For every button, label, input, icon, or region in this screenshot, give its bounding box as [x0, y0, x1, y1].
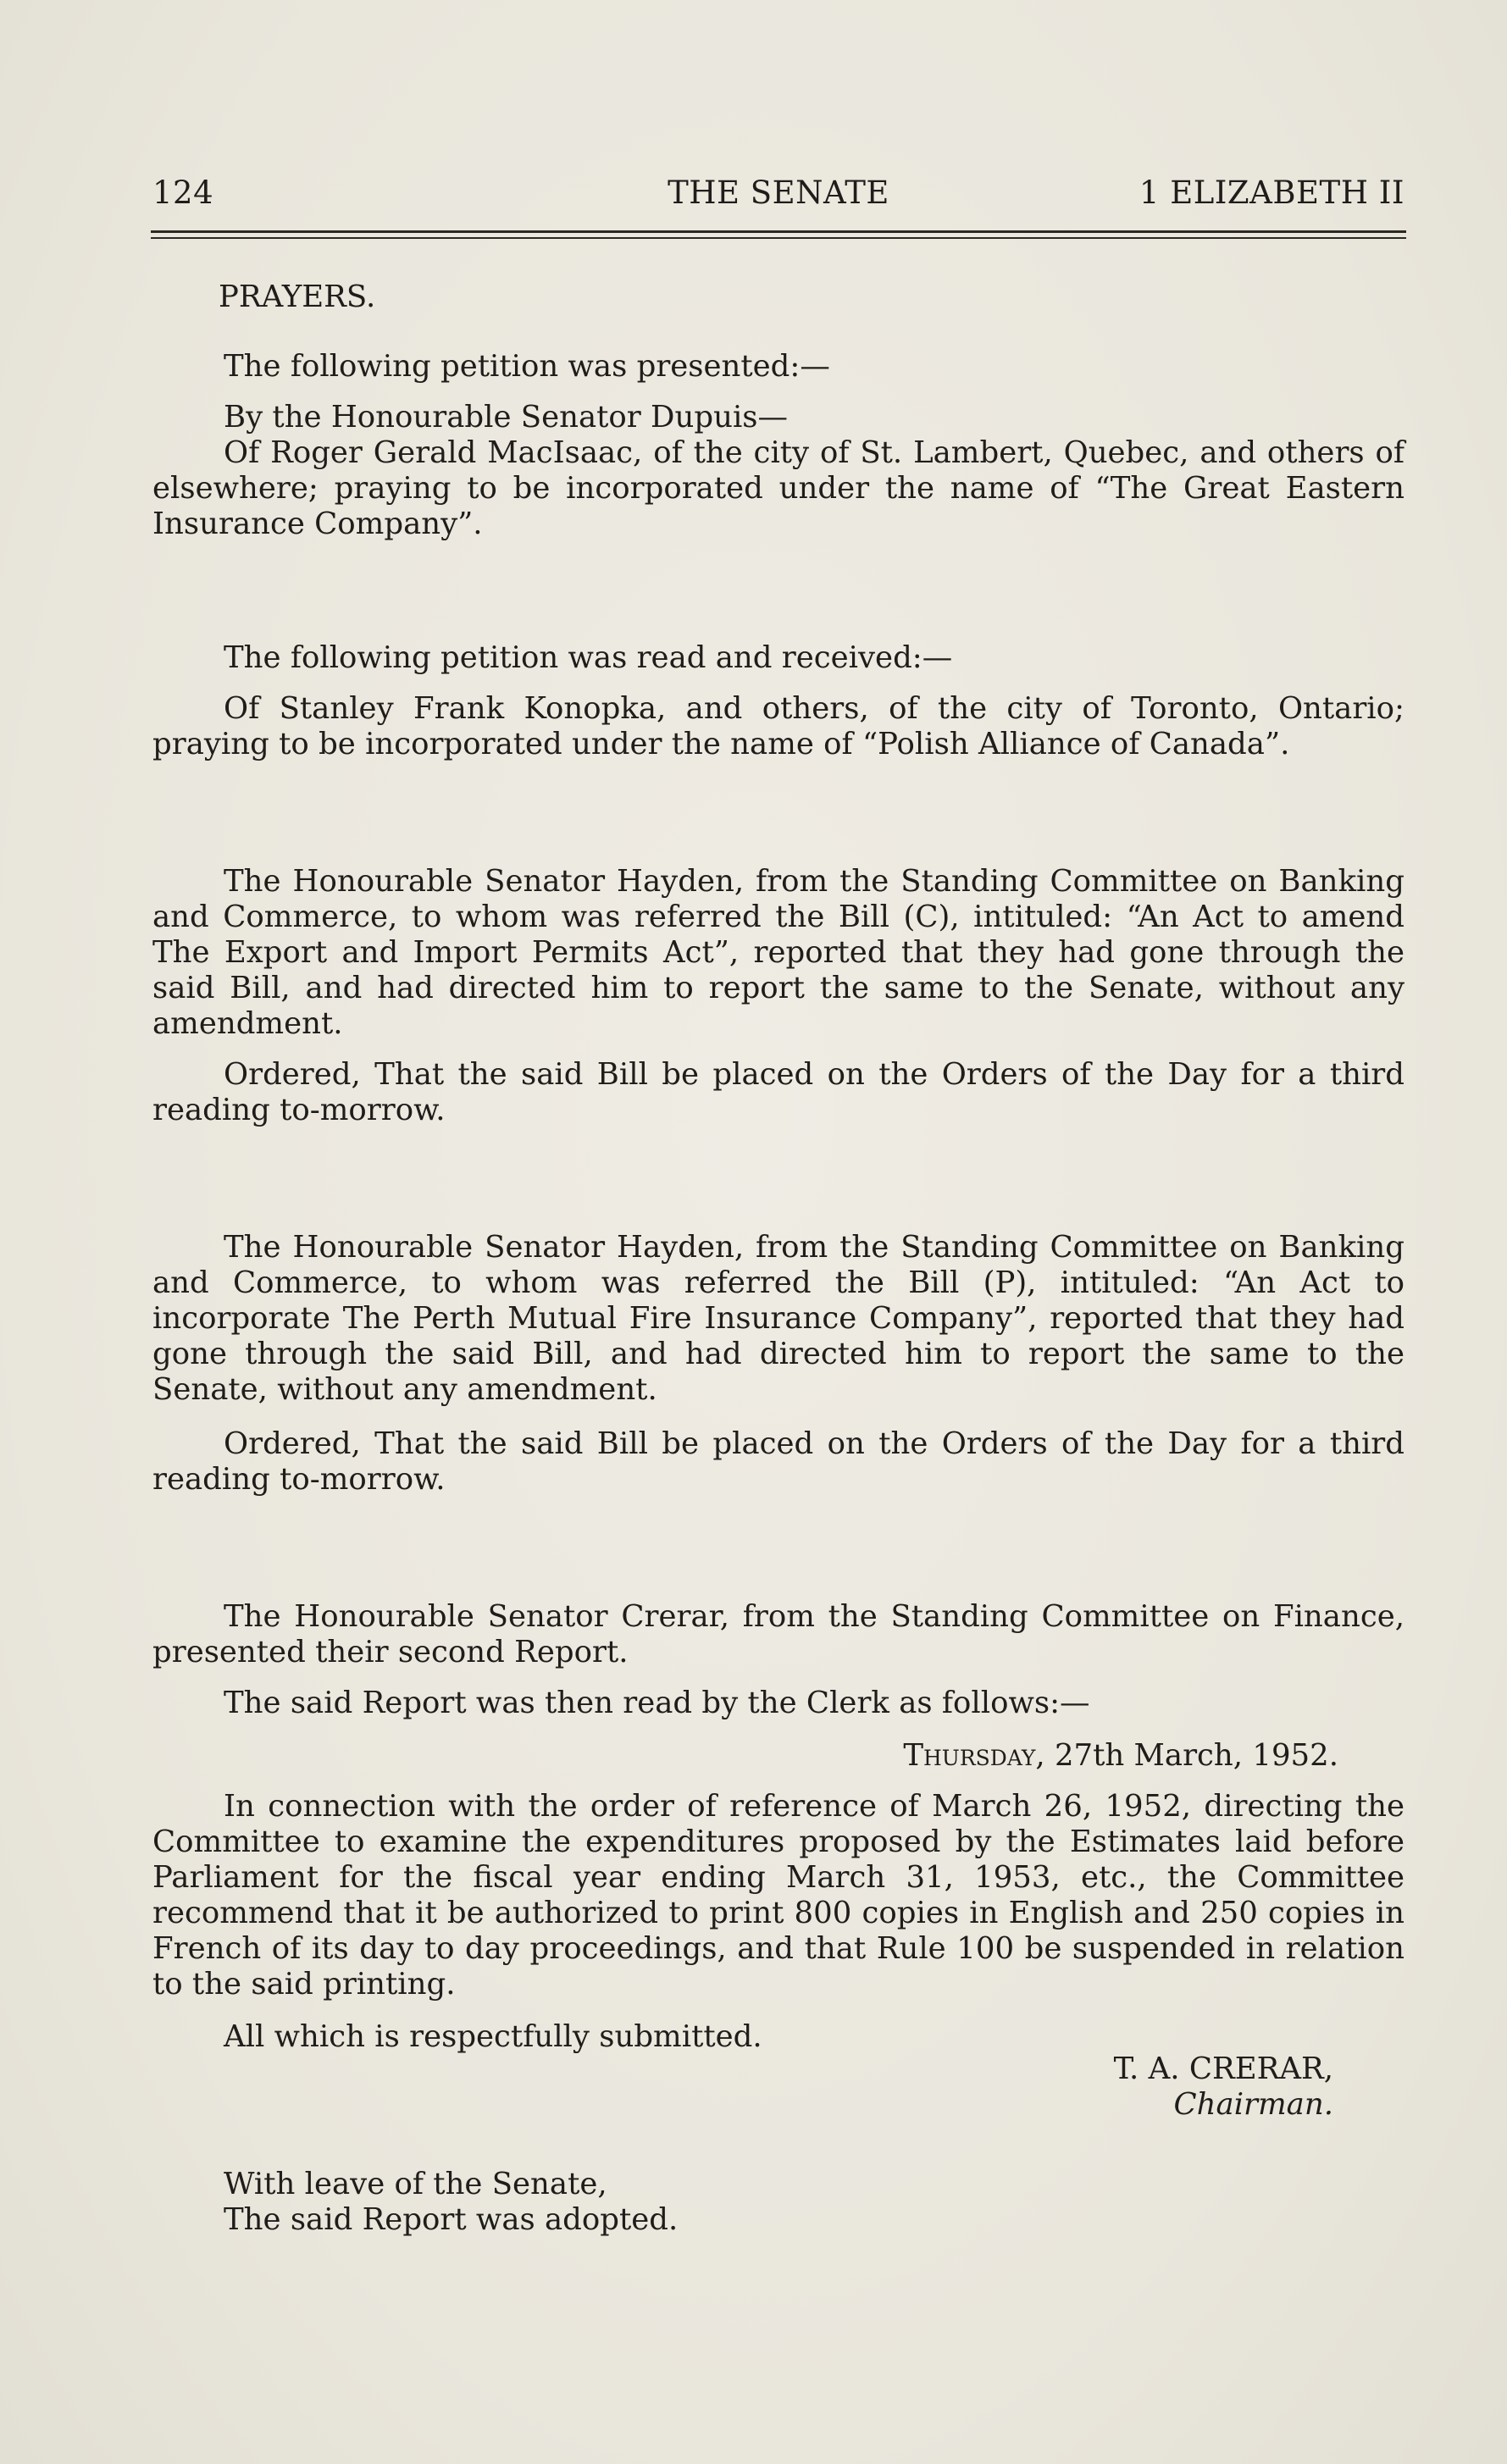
signatory-name: T. A. CRERAR,	[1113, 2051, 1333, 2086]
petition-presented-by: By the Honourable Senator Dupuis—	[224, 400, 789, 435]
petition-read-text: Of Stanley Frank Konopka, and others, of the city of Toronto, Ontario; praying to be incorporated under the name of “Polish Alliance of Canada”.	[152, 691, 1405, 761]
report-date-day: Thursday,	[903, 1738, 1045, 1773]
order-bill-c: Ordered, That the said Bill be placed on the Orders of the Day for a third reading to-morrow.	[152, 1057, 1405, 1127]
journal-body	[152, 271, 1405, 2238]
committee-report-bill-p: The Honourable Senator Hayden, from the Standing Committee on Banking and Commerce, to whom was referred the Bill (P), intituled: “An Act to incorporate The Perth Mutual Fire Insurance Company”, reported that they had gone through the said Bill, and had directed him to report the same to the Senate, without any amendment.	[152, 1230, 1405, 1407]
page-header	[152, 174, 1405, 215]
petition-read-intro: The following petition was read and received:—	[224, 640, 953, 675]
prayers-heading: PRAYERS.	[219, 280, 376, 314]
report-text: In connection with the order of reference of March 26, 1952, directing the Committee to examine the expenditures proposed by the Estimates laid before Parliament for the fiscal year ending March 31, 1953, etc., the Committee recommend that it be authorized to print 800 copies in English and 250 copies in French of its day to day proceedings, and that Rule 100 be suspended in relation to the said printing.	[152, 1789, 1405, 2002]
report-date-rest: 27th March, 1952.	[1044, 1738, 1338, 1773]
petition-presented-intro: The following petition was presented:—	[224, 349, 830, 384]
read-by-clerk: The said Report was then read by the Clerk as follows:—	[224, 1686, 1090, 1720]
page-number: 124	[152, 174, 214, 211]
report-adopted: The said Report was adopted.	[224, 2202, 679, 2237]
header-double-rule	[151, 230, 1406, 239]
regnal-year: 1 ELIZABETH II	[1139, 174, 1405, 211]
committee-report-bill-c: The Honourable Senator Hayden, from the Standing Committee on Banking and Commerce, to whom was referred the Bill (C), intituled: “An Act to amend The Export and Import Permits Act”, reported that they had gone through the said Bill, and had directed him to report the same to the Senate, without any amendment.	[152, 864, 1405, 1041]
order-bill-p: Ordered, That the said Bill be placed on the Orders of the Day for a third reading to-morrow.	[152, 1426, 1405, 1497]
report-date	[152, 1738, 1405, 1774]
respectfully-submitted: All which is respectfully submitted.	[224, 2019, 762, 2054]
signatory-title: Chairman.	[1173, 2087, 1333, 2122]
running-title: THE SENATE	[668, 174, 889, 211]
finance-committee-report: The Honourable Senator Crerar, from the Standing Committee on Finance, presented their second Report.	[152, 1599, 1405, 1669]
petition-presented-text: Of Roger Gerald MacIsaac, of the city of St. Lambert, Quebec, and others of elsewhere; praying to be incorporated under the name of “The Great Eastern Insurance Company”.	[152, 435, 1405, 541]
leave-of-senate: With leave of the Senate,	[224, 2167, 607, 2201]
